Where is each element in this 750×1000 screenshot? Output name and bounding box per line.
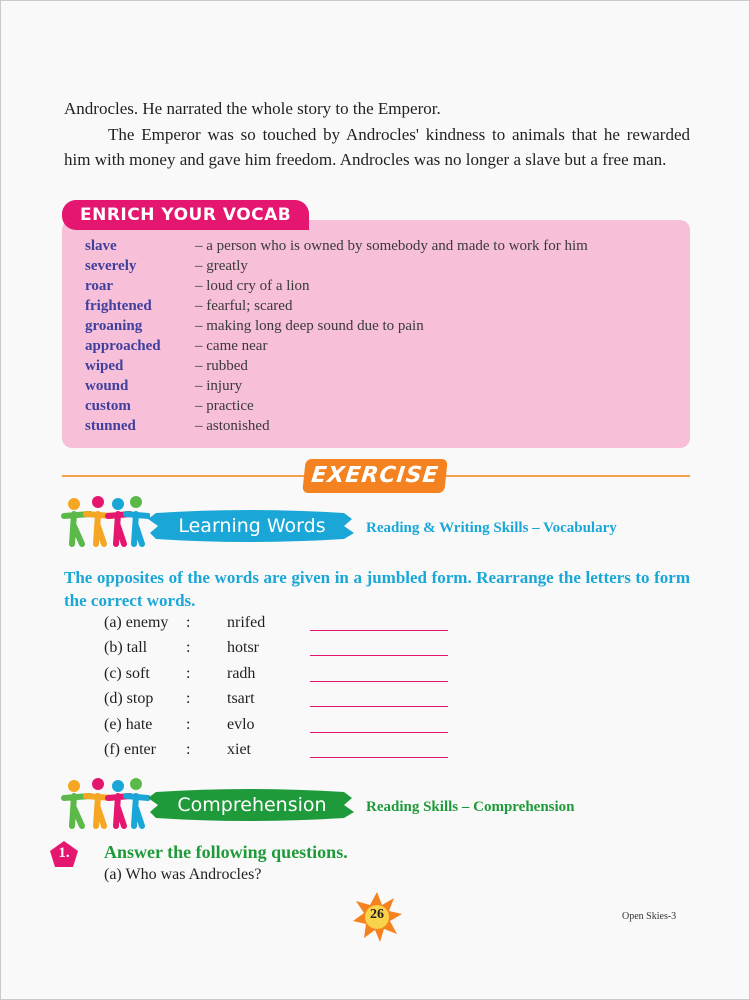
jumble-word: (d) stop (104, 690, 154, 707)
jumble-word: (b) tall (104, 639, 148, 656)
page-number: 26 (370, 907, 384, 922)
question-title: Answer the following questions. (104, 842, 348, 862)
jumbled-letters: hotsr (227, 639, 259, 656)
answer-line[interactable] (310, 706, 448, 707)
jumbled-letters: tsart (227, 690, 255, 707)
comprehension-skill-label: Reading Skills – Comprehension (366, 799, 575, 815)
vocab-word: wiped (85, 358, 124, 374)
vocab-definition: – practice (195, 398, 254, 414)
jumble-colon: : (186, 665, 191, 682)
children-group-icon (60, 776, 150, 832)
vocab-definition: – loud cry of a lion (195, 278, 310, 294)
vocab-definition: – fearful; scared (195, 298, 293, 314)
answer-line[interactable] (310, 655, 448, 656)
footer-book-title: Open Skies-3 (622, 911, 677, 922)
vocab-definition: – astonished (195, 418, 270, 434)
jumbled-letters: xiet (227, 741, 251, 758)
vocab-definition: – a person who is owned by somebody and made to work for him (195, 238, 588, 254)
vocab-word: groaning (85, 318, 143, 334)
jumbled-letters: nrifed (227, 614, 266, 631)
divider-left (62, 475, 306, 477)
jumble-word: (a) enemy (104, 614, 169, 631)
jumble-word: (f) enter (104, 741, 156, 758)
answer-line[interactable] (310, 630, 448, 631)
jumble-colon: : (186, 716, 191, 733)
jumble-colon: : (186, 614, 191, 631)
vocab-definition: – making long deep sound due to pain (195, 318, 424, 334)
jumbled-letters: evlo (227, 716, 255, 733)
vocab-word: slave (85, 238, 117, 254)
vocab-definition: – came near (195, 338, 268, 354)
vocabulary-skill-label: Reading & Writing Skills – Vocabulary (366, 520, 617, 536)
divider-right (446, 475, 690, 477)
vocab-heading: ENRICH YOUR VOCAB (62, 200, 309, 230)
intro-paragraph-2: The Emperor was so touched by Androcles' kindness to animals that he rewarded him with money and gave him freedom. Androcles was no longer a slave but a free man. (64, 125, 690, 169)
jumble-colon: : (186, 690, 191, 707)
vocab-word: stunned (85, 418, 136, 434)
jumble-word: (c) soft (104, 665, 150, 682)
vocab-word: frightened (85, 298, 152, 314)
instruction: The opposites of the words are given in a jumbled form. Rearrange the letters to form the correct words. (64, 568, 690, 610)
vocab-definition: – injury (195, 378, 243, 394)
jumble-colon: : (186, 741, 191, 758)
jumble-word: (e) hate (104, 716, 153, 733)
answer-line[interactable] (310, 757, 448, 758)
jumbled-letters: radh (227, 665, 256, 682)
question-a: (a) Who was Androcles? (104, 866, 262, 883)
vocab-word: custom (85, 398, 131, 414)
question-number: 1. (58, 845, 70, 861)
intro-paragraph-1: Androcles. He narrated the whole story to the Emperor. (64, 99, 441, 118)
answer-line[interactable] (310, 732, 448, 733)
exercise-title: EXERCISE (302, 459, 448, 493)
vocab-definition: – rubbed (195, 358, 248, 374)
vocab-word: approached (85, 338, 161, 354)
vocab-word: wound (85, 378, 129, 394)
vocab-word: roar (85, 278, 114, 294)
vocab-word: severely (85, 258, 137, 274)
learning-words-banner: Learning Words (178, 515, 326, 537)
comprehension-banner: Comprehension (177, 794, 327, 816)
vocab-definition: – greatly (195, 258, 248, 274)
jumble-colon: : (186, 639, 191, 656)
children-group-icon (60, 494, 150, 550)
answer-line[interactable] (310, 681, 448, 682)
